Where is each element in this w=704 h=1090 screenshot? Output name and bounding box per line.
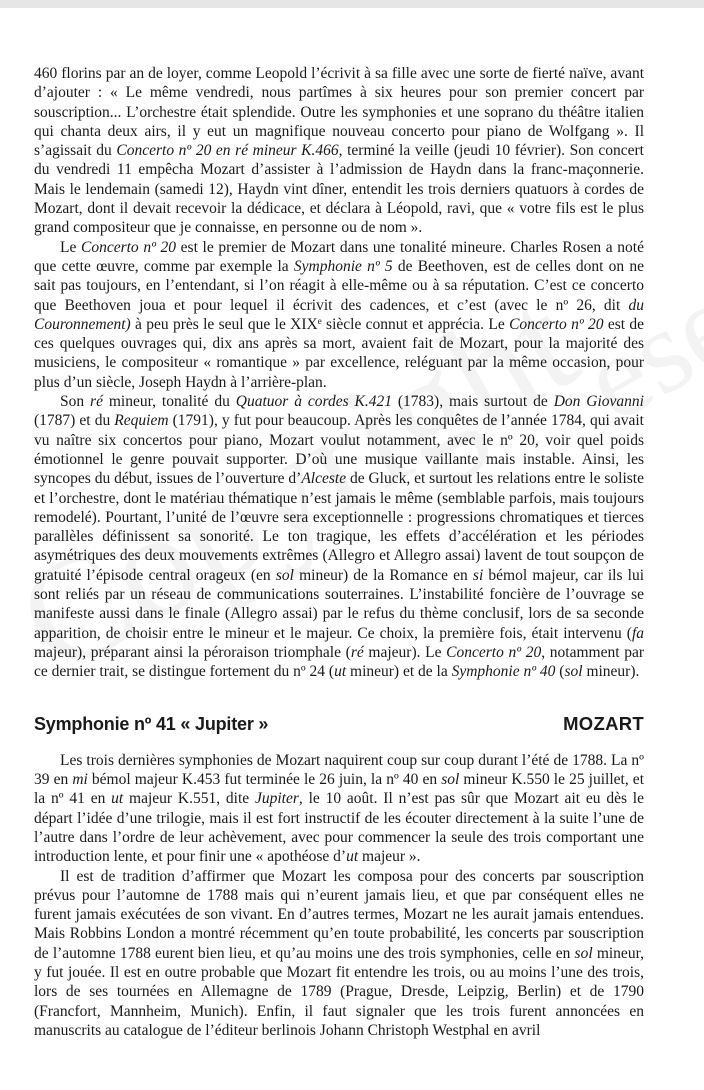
- italic-run: Don Giovanni: [553, 393, 644, 411]
- paragraph-2: [34, 238, 644, 392]
- italic-run: ré: [90, 393, 103, 411]
- text-run: 460 florins par an de loyer, comme Leopold l’écrivit à sa fille avec une sorte de fierté naïve, avant d’ajouter : « Le même vendredi, nous partîmes à six heures pour son premier concert par souscription... L’orchestre était splendide. Outre les symphonies et une soprano du théâtre italien qui chanta deux airs, il y eut un magnifique nouveau concerto pour piano de Wolfgang ». Il s’agissait du: [34, 65, 644, 160]
- italic-run: Concerto nº 20: [81, 238, 177, 256]
- text-run: (1791), y fut pour beaucoup. Après les conquêtes de l’année 1784, qui avait vu naître six concertos pour piano, Mozart voulut notamment, avec le nº 20, voir quel poids émotionnel le genre pouvait supporter. D’où une musique vaillante mais instable. Ainsi, les syncopes du début, issues de l’ouverture d’: [34, 412, 644, 488]
- italic-run: du Couronnement): [34, 296, 644, 333]
- italic-run: Quatuor à cordes K.421: [235, 393, 392, 411]
- text-run: (1787) et du: [34, 412, 115, 430]
- text-run: majeur K.551, dite: [123, 790, 255, 808]
- italic-run: sol: [275, 566, 294, 584]
- text-run: est de ces quelques ouvrages qui, dix ans après sa mort, avaient fait de Mozart, pour la majorité des musiciens, le compositeur « romantique » par excellence, reléguant par la même occasion, pour plus d’un siècle, Joseph Haydn à l’arrière-plan.: [34, 315, 644, 391]
- section-title: Symphonie nº 41 « Jupiter »: [34, 713, 269, 734]
- text-run: bémol majeur K.453 fut terminée le 26 juin, la nº 40 en: [87, 771, 442, 789]
- italic-run: Jupiter: [254, 790, 299, 808]
- italic-run: Alceste: [301, 470, 347, 488]
- italic-run: sol: [441, 771, 460, 789]
- superscript-run: e: [317, 315, 322, 326]
- italic-run: Concerto nº 20 en ré mineur K.466: [116, 142, 339, 160]
- text-run: majeur). Le: [363, 643, 447, 661]
- text-run: de Beethoven, est de celles dont on ne sait pas toujours, en l’entendant, si l’on réagit à elle-même ou à sa réputation. C’est ce concerto que Beethoven joua et pour lequel il écrivit des cadences, et c’est (avec le nº 26, dit: [34, 257, 644, 314]
- italic-run: Concerto nº 20: [446, 643, 542, 661]
- text-run: siècle connut et apprécia. Le: [321, 315, 510, 333]
- text-run: mineur) de la Romance en: [293, 566, 473, 584]
- paragraph-5: [34, 867, 644, 1041]
- text-run: , le 10 août. Il n’est pas sûr que Mozart ait eu dès le départ l’idée d’une trilogie, mais il est fort instructif de les écouter directement à la suite l’une de l’autre dans l’ordre de leur achèvement, avec pour commencer la seule des trois comportant une introduction lente, et pour finir une « apothéose d’: [34, 790, 644, 866]
- section-heading: [34, 714, 644, 734]
- italic-run: mi: [72, 771, 88, 789]
- section-composer: MOZART: [563, 712, 644, 734]
- text-run: majeur ».: [358, 848, 421, 866]
- italic-run: Concerto nº 20: [509, 315, 604, 333]
- text-run: mineur) et de la: [346, 663, 452, 681]
- text-run: Son: [60, 393, 91, 411]
- italic-run: Symphonie nº 5: [293, 257, 393, 275]
- italic-run: ré: [350, 643, 364, 661]
- text-run: Il est de tradition d’affirmer que Mozart les composa pour des concerts par souscription prévus pour l’automne de 1788 mais qui n’eurent jamais lieu, et que par conséquent elles ne furent jamais exécutées de son vivant. En d’autres termes, Mozart ne les aurait jamais entendues. Mais Robbins London a montré récemment qu’en toute probabilité, les concerts par souscription de l’automne 1788 eurent bien lieu, et qu’au moins une des trois symphonies, celle en: [34, 867, 644, 962]
- page-body: [34, 64, 644, 1040]
- text-run: mineur, tonalité du: [102, 393, 236, 411]
- text-run: bémol majeur, car ils lui sont reliés par un réseau de communications souterraines. L’instabilité foncière de l’ouvrage se manifeste aussi dans le finale (Allegro assai) par le refus du thème conclusif, lors de sa seconde apparition, de choisir entre le mineur et le majeur. Ce choix, la première fois, était intervenu (: [34, 566, 645, 642]
- text-run: est le premier de Mozart dans une tonalité mineure. Charles Rosen a noté que cette œuvre, comme par exemple la: [34, 238, 644, 275]
- scan-top-edge: [0, 0, 704, 8]
- italic-run: si: [472, 566, 484, 584]
- italic-run: sol: [574, 944, 593, 962]
- text-run: (: [555, 663, 565, 681]
- text-run: (1783), mais surtout de: [391, 393, 554, 411]
- text-run: mineur).: [582, 663, 640, 681]
- italic-run: Symphonie nº 40: [451, 663, 556, 681]
- text-run: mineur K.550 le 25 juillet, et la nº 41 en: [34, 771, 644, 808]
- text-run: majeur), préparant ainsi la péroraison triomphale (: [34, 643, 351, 661]
- text-run: , notamment par ce dernier trait, se distingue fortement du nº 24 (: [34, 643, 645, 681]
- paragraph-4: [34, 751, 644, 867]
- italic-run: ut: [111, 790, 124, 808]
- text-run: mineur, y fut jouée. Il est en outre probable que Mozart fit entendre les trois, ou au moins l’une des trois, lors de ses tournées en Allemagne de 1789 (Prague, Dresde, Leipzig, Berlin) et de 1790 (Francfort, Mannheim, Munich). Enfin, il faut signaler que les trois furent annoncées en manuscrits au catalogue de l’éditeur berlinois Johann Christoph Westphal en avril: [34, 944, 644, 1039]
- text-run: de Gluck, et surtout les relations entre le soliste et l’orchestre, dont le matériau thématique n’est jamais le même (semblable parfois, mais toujours remodelé). Pourtant, l’unité de l’œuvre sera exceptionnelle : progressions chromatiques et tierces parallèles définissent sa sonorité. Le ton tragique, les effets d’accélération et les périodes asymétriques des deux mouvements extrêmes (Allegro et Allegro assai) lavent de tout soupçon de gratuité l’épisode central orageux (en: [34, 470, 644, 584]
- text-run: à peu près le seul que le XIX: [130, 315, 318, 333]
- italic-run: sol: [564, 663, 583, 681]
- italic-run: ut: [334, 663, 347, 681]
- text-run: , terminé la veille (jeudi 10 février). Son concert du vendredi 11 empêcha Mozart d’assister à l’admission de Haydn dans la franc-maçonnerie. Mais le lendemain (samedi 12), Haydn vint dîner, entendit les trois derniers quatuors à cordes de Mozart, dont il devait recevoir la dédicace, et déclara à Léopold, ravi, que « votre fils est le plus grand compositeur que je connaisse, en personne ou de nom ».: [34, 142, 644, 237]
- italic-run: fa: [631, 624, 644, 642]
- text-run: Les trois dernières symphonies de Mozart naquirent coup sur coup durant l’été de 1788. La nº 39 en: [34, 751, 644, 789]
- paragraph-1: [34, 64, 644, 238]
- italic-run: Requiem: [114, 412, 169, 430]
- italic-run: ut: [346, 848, 359, 866]
- text-run: Le: [60, 238, 81, 256]
- paragraph-3: [34, 392, 644, 681]
